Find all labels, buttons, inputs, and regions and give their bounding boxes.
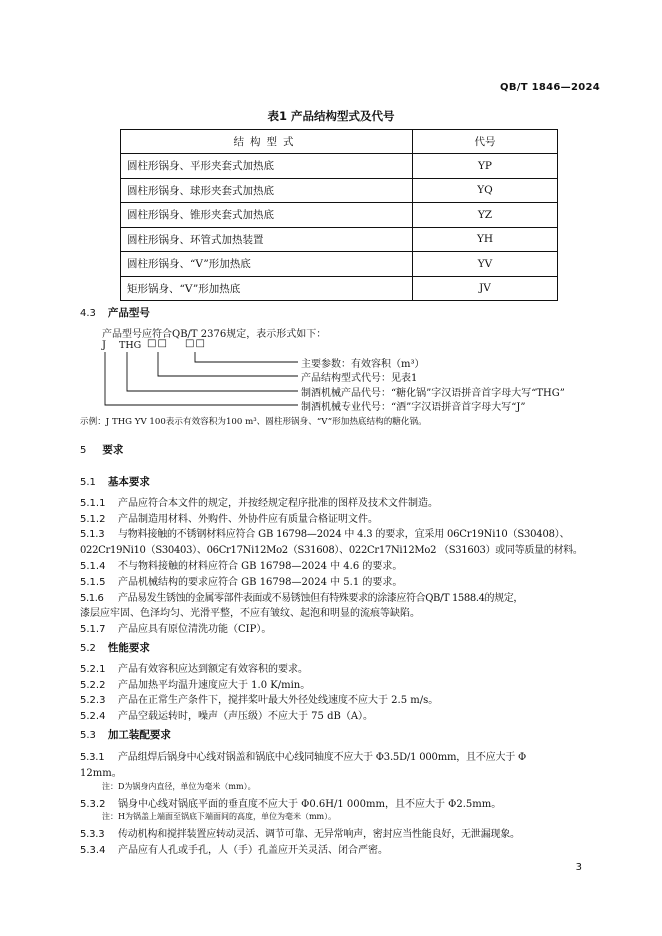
section-title: 性能要求: [107, 642, 150, 654]
table-cell: JV: [413, 276, 558, 301]
section-number: 5.1: [80, 477, 96, 488]
section-5-2-heading: [80, 640, 150, 655]
section-title: 基本要求: [107, 476, 150, 488]
structure-code-table: [120, 129, 558, 301]
clause-5-3-4: 5.3.4 产品应有人孔或手孔，人（手）孔盖应开关灵活、闭合严密。: [80, 845, 388, 856]
table-cell: 矩形锅身、“V”形加热底: [121, 276, 413, 301]
page-number: 3: [575, 862, 582, 873]
section-number: 5.3: [80, 730, 96, 741]
clause-5-2-3: 5.2.3 产品在正常生产条件下，搅拌桨叶最大外径处线速度不应大于 2.5 m/s。: [80, 695, 439, 706]
clause-5-1-5: 5.1.5 产品机械结构的要求应符合 GB 16798—2024 中 5.1 的要求。: [80, 577, 403, 588]
table-row: [121, 178, 558, 203]
table-cell: YP: [413, 154, 558, 179]
table-row: [121, 154, 558, 179]
note-5-3-2: 注：H为锅盖上端面至锅底下端面间的高度，单位为毫米（mm）。: [102, 812, 337, 821]
clause-5-1-7: 5.1.7 产品应具有原位清洗功能（CIP）。: [80, 624, 272, 635]
table-cell: YZ: [413, 203, 558, 228]
section-5-1-heading: [80, 474, 150, 489]
note-5-3-1: 注：D为锅身内直径，单位为毫米（mm）。: [102, 782, 256, 791]
code-boxes-param: □□: [185, 338, 206, 349]
section-number: 5.2: [80, 643, 96, 654]
table-cell: 圆柱形锅身、环管式加热装置: [121, 227, 413, 252]
clause-5-1-2: 5.1.2 产品制造用材料、外购件、外协件应有质量合格证明文件。: [80, 514, 378, 525]
section-5-3-heading: [80, 727, 171, 742]
table-cell: 圆柱形锅身、平形夹套式加热底: [121, 154, 413, 179]
clause-5-3-3: 5.3.3 传动机构和搅拌装置应转动灵活、调节可靠、无异常响声，密封应当性能良好，无泄漏现象。: [80, 829, 520, 840]
table-caption: 表1 产品结构型式及代号: [267, 109, 395, 123]
clause-5-3-2: 5.3.2 锅身中心线对锅底平面的垂直度不应大于 Φ0.6H/1 000mm，且不应大于 Φ2.5mm。: [80, 799, 502, 810]
model-example: 示例：J THG YV 100表示有效容积为100 m³、圆柱形锅身、“V”形加热底结构的糖化锅。: [80, 417, 427, 427]
table-header-row: [121, 130, 558, 154]
code-label-param: 主要参数：有效容积（m³）: [301, 359, 425, 370]
clause-5-3-1: 5.3.1 产品组焊后锅身中心线对锅盖和锅底中心线同轴度不应大于 Φ3.5D/1 000mm，且不应大于 Φ: [80, 752, 527, 763]
section-number: 4.3: [80, 308, 96, 319]
clause-5-2-2: 5.2.2 产品加热平均温升速度应大于 1.0 K/min。: [80, 680, 311, 691]
table-cell: YH: [413, 227, 558, 252]
table-cell: 圆柱形锅身、球形夹套式加热底: [121, 178, 413, 203]
column-header: 结构型式: [121, 130, 413, 154]
table-row: [121, 203, 558, 228]
code-label-product: 制酒机械产品代号：“糖化锅”字汉语拼音首字母大写“THG”: [301, 388, 565, 399]
code-thg: THG: [119, 340, 142, 351]
code-boxes-structure: □□: [147, 338, 168, 349]
model-intro: 产品型号应符合QB/T 2376规定，表示形式如下：: [102, 329, 327, 340]
clause-5-1-1: 5.1.1 产品应符合本文件的规定，并按经规定程序批准的图样及技术文件制造。: [80, 498, 438, 509]
table-cell: 圆柱形锅身、锥形夹套式加热底: [121, 203, 413, 228]
table-cell: YQ: [413, 178, 558, 203]
clause-5-1-4: 5.1.4 不与物料接触的材料应符合 GB 16798—2024 中 4.6 的要求。: [80, 561, 403, 572]
section-title: 加工装配要求: [107, 729, 171, 741]
table-cell: 圆柱形锅身、“V”形加热底: [121, 252, 413, 277]
section-title: 要求: [102, 444, 124, 456]
clause-5-2-4: 5.2.4 产品空载运转时，噪声（声压级）不应大于 75 dB（A）。: [80, 711, 374, 722]
clause-5-1-6: 5.1.6 产品易发生锈蚀的金属零部件表面或不易锈蚀但有特殊要求的涂漆应符合QB/T 1588.4的规定，: [80, 593, 523, 604]
clause-5-1-6-cont: 漆层应牢固、色泽均匀、光滑平整，不应有皱纹、起泡和明显的流痕等缺陷。: [80, 608, 420, 619]
section-number: 5: [80, 445, 87, 456]
code-label-structure: 产品结构型式代号：见表1: [301, 373, 418, 384]
code-j: J: [102, 340, 107, 351]
code-label-specialty: 制酒机械专业代号：“酒”字汉语拼音首字母大写“J”: [301, 402, 526, 413]
table-row: [121, 227, 558, 252]
clause-5-1-3: 5.1.3 与物料接触的不锈钢材料应符合 GB 16798—2024 中 4.3 的要求，宜采用 06Cr19Ni10（S30408）、: [80, 529, 570, 540]
clause-5-1-3-cont: 022Cr19Ni10（S30403）、06Cr17Ni12Mo2（S31608）、022Cr17Ni12Mo2 （S31603）或同等质量的材料。: [80, 545, 583, 556]
column-header: 代号: [413, 130, 558, 154]
clause-5-3-1-cont: 12mm。: [80, 768, 122, 779]
table-row: [121, 252, 558, 277]
section-4-3-heading: [80, 305, 150, 320]
table-row: [121, 276, 558, 301]
clause-5-2-1: 5.2.1 产品有效容积应达到额定有效容积的要求。: [80, 664, 308, 675]
table-cell: YV: [413, 252, 558, 277]
section-5-heading: [80, 442, 123, 457]
section-title: 产品型号: [107, 307, 150, 319]
standard-code: QB/T 1846—2024: [500, 82, 600, 93]
